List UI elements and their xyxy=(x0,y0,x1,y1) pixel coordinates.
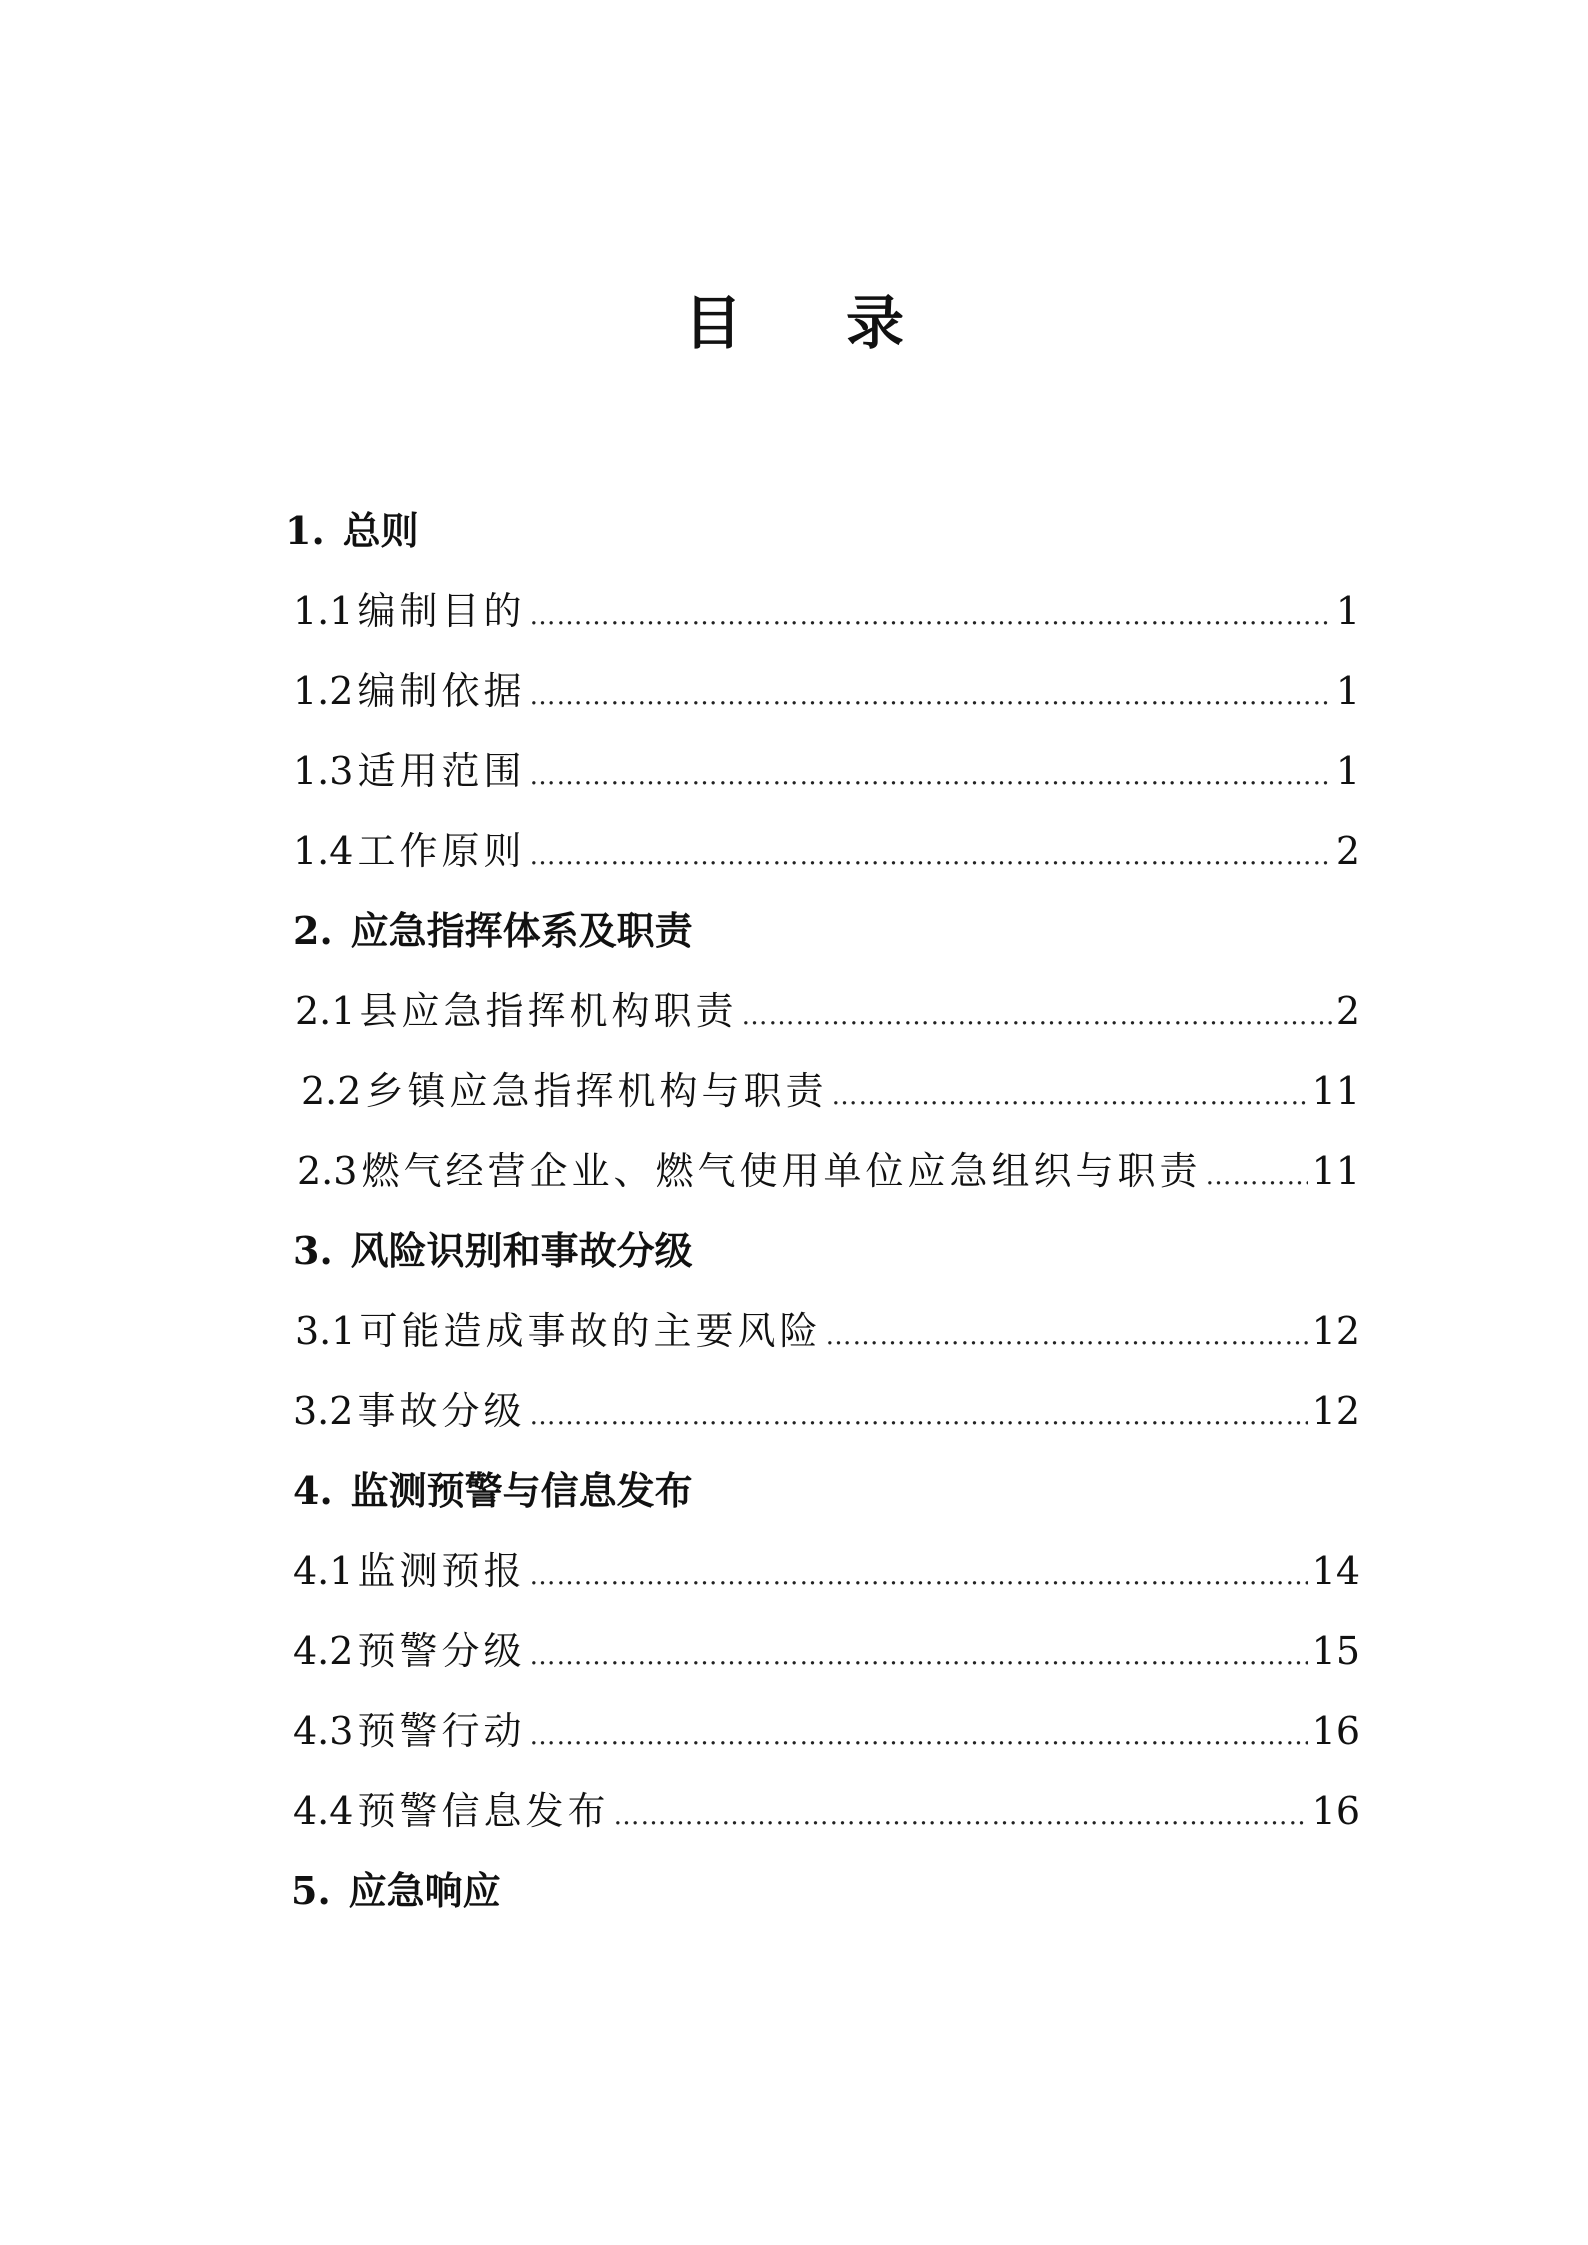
toc-entry-3-1[interactable] xyxy=(295,1303,1360,1359)
toc-entry-number: 2.1 xyxy=(295,989,356,1033)
toc-section-number: 4. xyxy=(293,1468,333,1513)
toc-entry-page: 14 xyxy=(1311,1549,1360,1593)
toc-section-title: 风险识别和事故分级 xyxy=(350,1228,693,1273)
toc-section-number: 2. xyxy=(293,908,333,953)
page-title-char-2: 录 xyxy=(846,289,905,357)
toc-entry-page: 11 xyxy=(1311,1149,1360,1193)
toc-entry-page: 1 xyxy=(1335,669,1360,713)
toc-entry-page: 16 xyxy=(1311,1789,1360,1833)
toc-entry-title: 编制目的 xyxy=(357,589,526,633)
toc-entry-2-2[interactable] xyxy=(301,1063,1360,1119)
toc-entry-4-3[interactable] xyxy=(293,1703,1360,1759)
toc-entry-page: 15 xyxy=(1311,1629,1360,1673)
toc-entry-number: 4.2 xyxy=(293,1629,354,1673)
toc-entry-4-1[interactable] xyxy=(293,1543,1360,1599)
toc-entry-page: 2 xyxy=(1335,829,1360,873)
toc-entry-number: 3.2 xyxy=(293,1389,354,1433)
toc-entry-number: 1.1 xyxy=(293,589,354,633)
toc-entry-title: 县应急指挥机构职责 xyxy=(359,989,738,1033)
toc-entry-4-4[interactable] xyxy=(293,1783,1360,1839)
toc-section-title: 总则 xyxy=(342,508,419,553)
toc-entry-title: 预警行动 xyxy=(357,1709,526,1753)
toc-entry-page: 11 xyxy=(1311,1069,1360,1113)
toc-entry-number: 4.4 xyxy=(293,1789,354,1833)
toc-section-3[interactable] xyxy=(293,1223,693,1279)
toc-section-2[interactable] xyxy=(293,903,693,959)
dot-leader xyxy=(741,983,1331,1044)
toc-entry-1-3[interactable] xyxy=(293,743,1360,799)
dot-leader xyxy=(1205,1143,1307,1204)
dot-leader xyxy=(529,743,1331,804)
toc-entry-title: 预警信息发布 xyxy=(357,1789,610,1833)
toc-section-number: 1. xyxy=(285,508,325,553)
toc-entry-title: 事故分级 xyxy=(357,1389,526,1433)
toc-entry-title: 可能造成事故的主要风险 xyxy=(359,1309,822,1353)
dot-leader xyxy=(529,1383,1307,1444)
toc-entry-3-2[interactable] xyxy=(293,1383,1360,1439)
page-title-char-1: 目 xyxy=(683,289,742,357)
dot-leader xyxy=(529,1703,1307,1764)
dot-leader xyxy=(529,583,1331,644)
toc-entry-number: 4.1 xyxy=(293,1549,354,1593)
toc-entry-number: 1.4 xyxy=(293,829,354,873)
toc-entry-1-4[interactable] xyxy=(293,823,1360,879)
dot-leader xyxy=(529,663,1331,724)
dot-leader xyxy=(529,1543,1307,1604)
toc-entry-title: 乡镇应急指挥机构与职责 xyxy=(365,1069,828,1113)
toc-entry-title: 燃气经营企业、燃气使用单位应急组织与职责 xyxy=(361,1149,1202,1193)
dot-leader xyxy=(529,823,1331,884)
toc-section-title: 监测预警与信息发布 xyxy=(350,1468,693,1513)
toc-entry-page: 12 xyxy=(1311,1389,1360,1433)
toc-entry-2-1[interactable] xyxy=(295,983,1360,1039)
toc-entry-1-1[interactable] xyxy=(293,583,1360,639)
toc-section-number: 5. xyxy=(291,1868,331,1913)
toc-entry-page: 1 xyxy=(1335,589,1360,633)
dot-leader xyxy=(529,1623,1307,1684)
toc-entry-number: 3.1 xyxy=(295,1309,356,1353)
toc-entry-title: 监测预报 xyxy=(357,1549,526,1593)
toc-section-title: 应急响应 xyxy=(348,1868,501,1913)
toc-entry-title: 编制依据 xyxy=(357,669,526,713)
toc-entry-title: 预警分级 xyxy=(357,1629,526,1673)
toc-entry-page: 1 xyxy=(1335,749,1360,793)
toc-entry-page: 2 xyxy=(1335,989,1360,1033)
toc-entry-number: 2.3 xyxy=(297,1149,358,1193)
toc-entry-title: 工作原则 xyxy=(357,829,526,873)
toc-entry-2-3[interactable] xyxy=(297,1143,1360,1199)
toc-entry-number: 2.2 xyxy=(301,1069,362,1113)
dot-leader xyxy=(825,1303,1307,1364)
dot-leader xyxy=(613,1783,1307,1844)
toc-entry-page: 16 xyxy=(1311,1709,1360,1753)
toc-section-title: 应急指挥体系及职责 xyxy=(350,908,693,953)
dot-leader xyxy=(831,1063,1307,1124)
toc-section-1[interactable] xyxy=(285,503,419,559)
toc-section-5[interactable] xyxy=(291,1863,501,1919)
toc-entry-1-2[interactable] xyxy=(293,663,1360,719)
toc-entry-title: 适用范围 xyxy=(357,749,526,793)
toc-entry-page: 12 xyxy=(1311,1309,1360,1353)
toc-entry-number: 1.2 xyxy=(293,669,354,713)
toc-section-number: 3. xyxy=(293,1228,333,1273)
toc-entry-4-2[interactable] xyxy=(293,1623,1360,1679)
toc-entry-number: 1.3 xyxy=(293,749,354,793)
toc-entry-number: 4.3 xyxy=(293,1709,354,1753)
toc-section-4[interactable] xyxy=(293,1463,693,1519)
